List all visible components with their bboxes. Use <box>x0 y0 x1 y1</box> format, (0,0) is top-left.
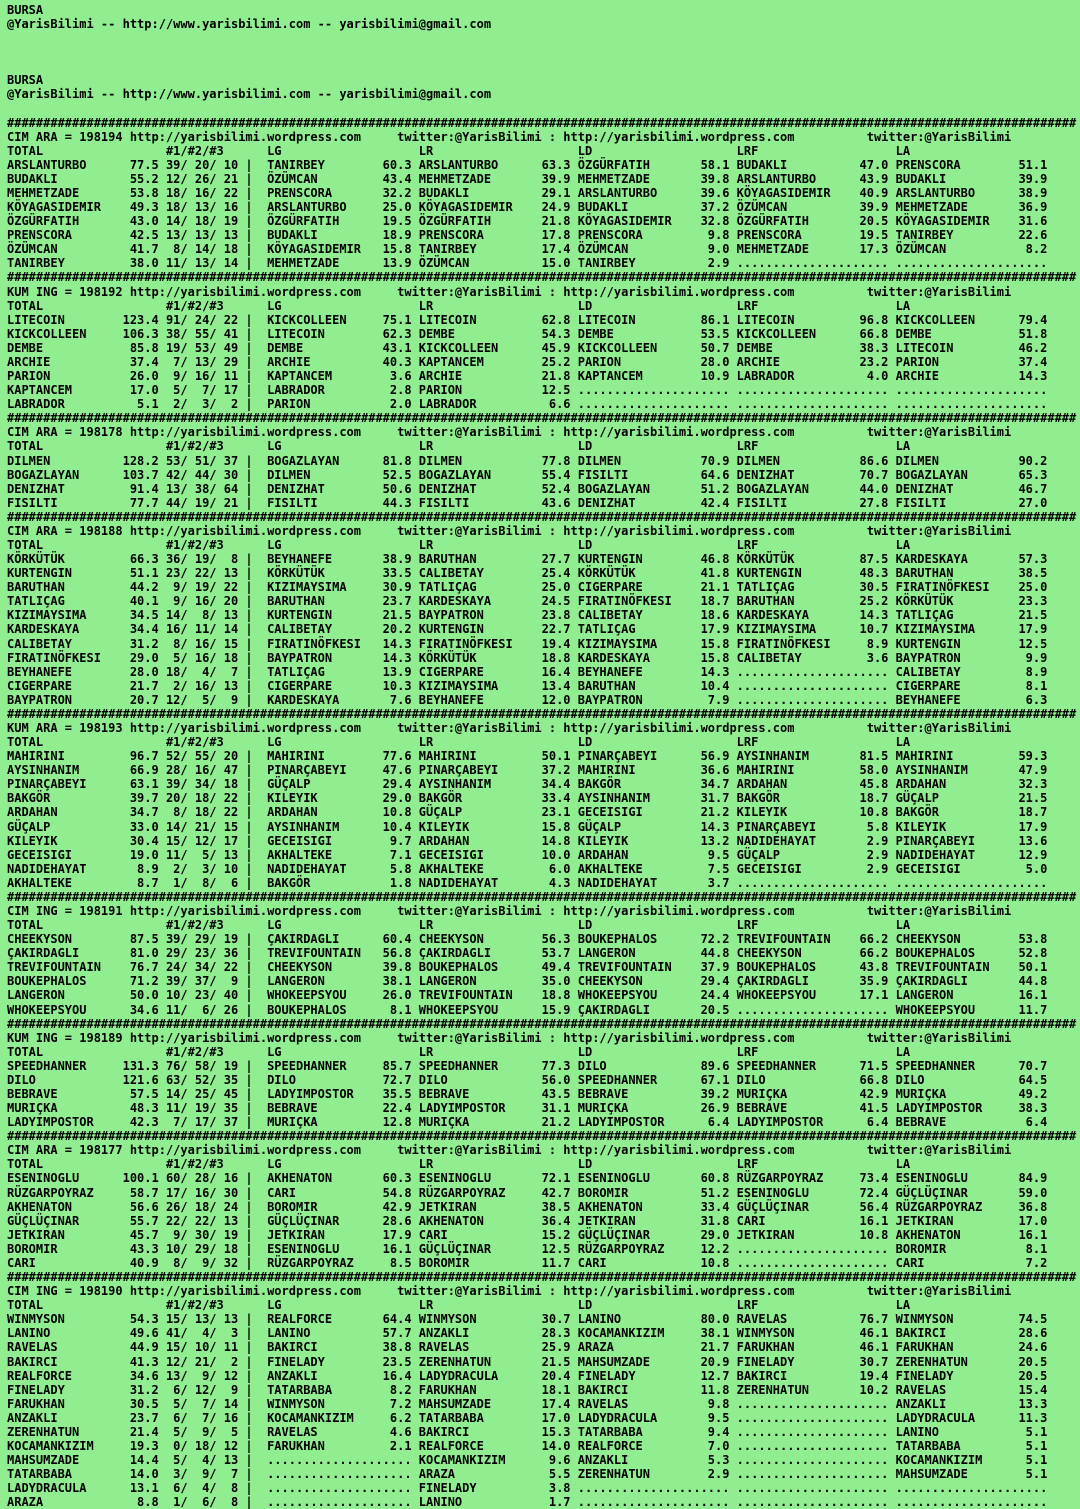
race-row: BOUKEPHALOS 71.2 39/ 37/ 9 | LANGERON 38.1 LANGERON 35.0 CHEEKYSON 29.4 ÇAKIRDAGLI 35.9 ÇAKIRDAGLI 44.8 <box>7 974 1048 989</box>
race-section-198190 <box>7 1270 1080 1509</box>
race-row: BARUTHAN 44.2 9/ 19/ 22 | KIZIMAYSIMA 30.9 TATLIÇAG 25.0 CIGERPARE 21.1 TATLIÇAG 30.5 FIRATINÖFKESI 25.0 <box>7 580 1048 595</box>
race-row: LADYDRACULA 13.1 6/ 4/ 8 | .................... FINELADY 3.8 ..................... ..................... ..................... <box>7 1481 1048 1496</box>
column-headers: TOTAL #1/#2/#3 LG LR LD LRF LA <box>7 1298 911 1313</box>
race-row: DEMBE 85.8 19/ 53/ 49 | DEMBE 43.1 KICKCOLLEEN 45.9 KICKCOLLEEN 50.7 DEMBE 38.3 LITECOIN 46.2 <box>7 340 1048 355</box>
race-row: BOGAZLAYAN 103.7 42/ 44/ 30 | DILMEN 52.5 BOGAZLAYAN 55.4 FISILTI 64.6 DENIZHAT 70.7 BOGAZLAYAN 65.3 <box>7 467 1048 482</box>
contact-line: @YarisBilimi -- http://www.yarisbilimi.com -- yarisbilimi@gmail.com <box>7 17 492 32</box>
race-row: BAKGÖR 39.7 20/ 18/ 22 | KILEYIK 29.0 BAKGÖR 33.4 AYSINHANIM 31.7 BAKGÖR 18.7 GÜÇALP 21.5 <box>7 791 1048 806</box>
race-section-198193 <box>7 707 1080 890</box>
race-row: MAHIRINI 96.7 52/ 55/ 20 | MAHIRINI 77.6 MAHIRINI 50.1 PINARÇABEYI 56.9 AYSINHANIM 81.5 MAHIRINI 59.3 <box>7 749 1048 764</box>
race-row: LANGERON 50.0 10/ 23/ 40 | WHOKEEPSYOU 26.0 TREVIFOUNTAIN 18.8 WHOKEEPSYOU 24.4 WHOKEEPSYOU 17.1 LANGERON 16.1 <box>7 988 1048 1003</box>
section-separator: #################################################################################################################################################### <box>7 1129 1077 1144</box>
race-row: LANINO 49.6 41/ 4/ 3 | LANINO 57.7 ANZAKLI 28.3 KOCAMANKIZIM 38.1 WINMYSON 46.1 BAKIRCI 28.6 <box>7 1326 1048 1341</box>
race-row: BEBRAVE 57.5 14/ 25/ 45 | LADYIMPOSTOR 35.5 BEBRAVE 43.5 BEBRAVE 39.2 MURIÇKA 42.9 MURIÇKA 49.2 <box>7 1087 1048 1102</box>
contact-line: @YarisBilimi -- http://www.yarisbilimi.com -- yarisbilimi@gmail.com <box>7 87 492 102</box>
section-header: KUM ING = 198189 http://yarisbilimi.wordpress.com twitter:@YarisBilimi : http://yarisbilimi.wordpress.com twitter:@YarisBilimi <box>7 1030 1012 1045</box>
race-row: WHOKEEPSYOU 34.6 11/ 6/ 26 | BOUKEPHALOS 8.1 WHOKEEPSYOU 15.9 ÇAKIRDAGLI 20.5 ..................... WHOKEEPSYOU 11.7 <box>7 1002 1048 1017</box>
race-row: BEYHANEFE 28.0 18/ 4/ 7 | TATLIÇAG 13.9 CIGERPARE 16.4 BEYHANEFE 14.3 ..................... CALIBETAY 8.9 <box>7 664 1048 679</box>
column-headers: TOTAL #1/#2/#3 LG LR LD LRF LA <box>7 1157 911 1172</box>
race-row: GECEISIGI 19.0 11/ 5/ 13 | AKHALTEKE 7.1 GECEISIGI 10.0 ARDAHAN 9.5 GÜÇALP 2.9 NADIDEHAYAT 12.9 <box>7 847 1048 862</box>
race-row: TANIRBEY 38.0 11/ 13/ 14 | MEHMETZADE 13.9 ÖZÜMCAN 15.0 TANIRBEY 2.9 ..................... ..................... <box>7 256 1048 271</box>
race-row: DILO 121.6 63/ 52/ 35 | DILO 72.7 DILO 56.0 SPEEDHANNER 67.1 DILO 66.8 DILO 64.5 <box>7 1072 1048 1087</box>
column-headers: TOTAL #1/#2/#3 LG LR LD LRF LA <box>7 143 911 158</box>
column-headers: TOTAL #1/#2/#3 LG LR LD LRF LA <box>7 1044 911 1059</box>
race-row: AKHENATON 56.6 26/ 18/ 24 | BOROMIR 42.9 JETKIRAN 38.5 AKHENATON 33.4 GÜÇLÜÇINAR 56.4 RÜZGARPOYRAZ 36.8 <box>7 1199 1048 1214</box>
race-section-198192 <box>7 270 1080 411</box>
race-row: ESENINOGLU 100.1 60/ 28/ 16 | AKHENATON 60.3 ESENINOGLU 72.1 ESENINOGLU 60.8 RÜZGARPOYRAZ 73.4 ESENINOGLU 84.9 <box>7 1171 1048 1186</box>
section-separator: #################################################################################################################################################### <box>7 270 1077 285</box>
race-row: RÜZGARPOYRAZ 58.7 17/ 16/ 30 | CARI 54.8 RÜZGARPOYRAZ 42.7 BOROMIR 51.2 ESENINOGLU 72.4 GÜÇLÜÇINAR 59.0 <box>7 1185 1048 1200</box>
race-section-198188 <box>7 510 1080 707</box>
race-row: LABRADOR 5.1 2/ 3/ 2 | PARION 2.0 LABRADOR 6.6 ..................... ..................... ..................... <box>7 397 1048 412</box>
column-headers: TOTAL #1/#2/#3 LG LR LD LRF LA <box>7 298 911 313</box>
section-separator: #################################################################################################################################################### <box>7 115 1077 130</box>
race-row: FIRATINÖFKESI 29.0 5/ 16/ 18 | BAYPATRON 14.3 KÖRKÜTÜK 18.8 KARDESKAYA 15.8 CALIBETAY 3.6 BAYPATRON 9.9 <box>7 650 1048 665</box>
race-row: KARDESKAYA 34.4 16/ 11/ 14 | CALIBETAY 20.2 KURTENGIN 22.7 TATLIÇAG 17.9 KIZIMAYSIMA 10.7 KIZIMAYSIMA 17.9 <box>7 622 1048 637</box>
section-header: CIM ARA = 198178 http://yarisbilimi.wordpress.com twitter:@YarisBilimi : http://yarisbilimi.wordpress.com twitter:@YarisBilimi <box>7 425 1012 440</box>
race-row: FINELADY 31.2 6/ 12/ 9 | TATARBABA 8.2 FARUKHAN 18.1 BAKIRCI 11.8 ZERENHATUN 10.2 RAVELAS 15.4 <box>7 1382 1048 1397</box>
race-row: KIZIMAYSIMA 34.5 14/ 8/ 13 | KURTENGIN 21.5 BAYPATRON 23.8 CALIBETAY 18.6 KARDESKAYA 14.3 TATLIÇAG 21.5 <box>7 608 1048 623</box>
race-row: ÖZGÜRFATIH 43.0 14/ 18/ 19 | ÖZGÜRFATIH 19.5 ÖZGÜRFATIH 21.8 KÖYAGASIDEMIR 32.8 ÖZGÜRFATIH 20.5 KÖYAGASIDEMIR 31.6 <box>7 214 1048 229</box>
race-row: NADIDEHAYAT 8.9 2/ 3/ 10 | NADIDEHAYAT 5.8 AKHALTEKE 6.0 AKHALTEKE 7.5 GECEISIGI 2.9 GECEISIGI 5.0 <box>7 861 1048 876</box>
race-row: AYSINHANIM 66.9 28/ 16/ 47 | PINARÇABEYI 47.6 PINARÇABEYI 37.2 MAHIRINI 36.6 MAHIRINI 58.0 AYSINHANIM 47.9 <box>7 763 1048 778</box>
masthead <box>7 3 1080 116</box>
race-row: REALFORCE 34.6 13/ 9/ 12 | ANZAKLI 16.4 LADYDRACULA 20.4 FINELADY 12.7 BAKIRCI 19.4 FINELADY 20.5 <box>7 1368 1048 1383</box>
race-row: JETKIRAN 45.7 9/ 30/ 19 | JETKIRAN 17.9 CARI 15.2 GÜÇLÜÇINAR 29.0 JETKIRAN 10.8 AKHENATON 16.1 <box>7 1227 1048 1242</box>
race-row: KÖRKÜTÜK 66.3 36/ 19/ 8 | BEYHANEFE 38.9 BARUTHAN 27.7 KURTENGIN 46.8 KÖRKÜTÜK 87.5 KARDESKAYA 57.3 <box>7 552 1048 567</box>
race-row: KÖYAGASIDEMIR 49.3 18/ 13/ 16 | ARSLANTURBO 25.0 KÖYAGASIDEMIR 24.9 BUDAKLI 37.2 ÖZÜMCAN 39.9 MEHMETZADE 36.9 <box>7 200 1048 215</box>
section-header: CIM ARA = 198194 http://yarisbilimi.wordpress.com twitter:@YarisBilimi : http://yarisbilimi.wordpress.com twitter:@YarisBilimi <box>7 129 1012 144</box>
race-row: CALIBETAY 31.2 8/ 16/ 15 | FIRATINÖFKESI 14.3 FIRATINÖFKESI 19.4 KIZIMAYSIMA 15.8 FIRATINÖFKESI 8.9 KURTENGIN 12.5 <box>7 636 1048 651</box>
section-separator: #################################################################################################################################################### <box>7 1270 1077 1285</box>
race-row: BAKIRCI 41.3 12/ 21/ 2 | FINELADY 23.5 ZERENHATUN 21.5 MAHSUMZADE 20.9 FINELADY 30.7 ZERENHATUN 20.5 <box>7 1354 1048 1369</box>
race-section-198194 <box>7 116 1080 271</box>
race-row: GÜÇALP 33.0 14/ 21/ 15 | AYSINHANIM 10.4 KILEYIK 15.8 GÜÇALP 14.3 PINARÇABEYI 5.8 KILEYIK 17.9 <box>7 819 1048 834</box>
section-separator: #################################################################################################################################################### <box>7 1016 1077 1031</box>
race-row: FARUKHAN 30.5 5/ 7/ 14 | WINMYSON 7.2 MAHSUMZADE 17.4 RAVELAS 9.8 ..................... ANZAKLI 13.3 <box>7 1396 1048 1411</box>
race-row: ÇAKIRDAGLI 81.0 29/ 23/ 36 | TREVIFOUNTAIN 56.8 ÇAKIRDAGLI 53.7 LANGERON 44.8 CHEEKYSON 66.2 BOUKEPHALOS 52.8 <box>7 946 1048 961</box>
race-row: MAHSUMZADE 14.4 5/ 4/ 13 | .................... KOCAMANKIZIM 9.6 ANZAKLI 5.3 ..................... KOCAMANKIZIM 5.1 <box>7 1453 1048 1468</box>
race-row: ARSLANTURBO 77.5 39/ 20/ 10 | TANIRBEY 60.3 ARSLANTURBO 63.3 ÖZGÜRFATIH 58.1 BUDAKLI 47.0 PRENSCORA 51.1 <box>7 157 1048 172</box>
race-row: ARAZA 8.8 1/ 6/ 8 | .................... LANINO 1.7 ..................... ..................... ..................... <box>7 1495 1048 1509</box>
race-row: CHEEKYSON 87.5 39/ 29/ 19 | ÇAKIRDAGLI 60.4 CHEEKYSON 56.3 BOUKEPHALOS 72.2 TREVIFOUNTAIN 66.2 CHEEKYSON 53.8 <box>7 932 1048 947</box>
race-section-198191 <box>7 890 1080 1017</box>
race-row: ZERENHATUN 21.4 5/ 9/ 5 | RAVELAS 4.6 BAKIRCI 15.3 TATARBABA 9.4 ..................... LANINO 5.1 <box>7 1424 1048 1439</box>
race-row: BUDAKLI 55.2 12/ 26/ 21 | ÖZÜMCAN 43.4 MEHMETZADE 39.9 MEHMETZADE 39.8 ARSLANTURBO 43.9 BUDAKLI 39.9 <box>7 171 1048 186</box>
section-separator: #################################################################################################################################################### <box>7 889 1077 904</box>
section-separator: #################################################################################################################################################### <box>7 509 1077 524</box>
race-row: GÜÇLÜÇINAR 55.7 22/ 22/ 13 | GÜÇLÜÇINAR 28.6 AKHENATON 36.4 JETKIRAN 31.8 CARI 16.1 JETKIRAN 17.0 <box>7 1213 1048 1228</box>
race-row: CARI 40.9 8/ 9/ 32 | RÜZGARPOYRAZ 8.5 BOROMIR 11.7 CARI 10.8 ..................... CARI 7.2 <box>7 1255 1048 1270</box>
section-separator: #################################################################################################################################################### <box>7 706 1077 721</box>
race-row: TATLIÇAG 40.1 9/ 16/ 20 | BARUTHAN 23.7 KARDESKAYA 24.5 FIRATINÖFKESI 18.7 BARUTHAN 25.2 KÖRKÜTÜK 23.3 <box>7 594 1048 609</box>
section-header: CIM ARA = 198188 http://yarisbilimi.wordpress.com twitter:@YarisBilimi : http://yarisbilimi.wordpress.com twitter:@YarisBilimi <box>7 523 1012 538</box>
race-row: KAPTANCEM 17.0 5/ 7/ 17 | LABRADOR 2.8 PARION 12.5 ..................... ..................... ..................... <box>7 383 1048 398</box>
track-title: BURSA <box>7 73 44 88</box>
race-row: PINARÇABEYI 63.1 39/ 34/ 18 | GÜÇALP 29.4 AYSINHANIM 34.4 BAKGÖR 34.7 ARDAHAN 45.8 ARDAHAN 32.3 <box>7 777 1048 792</box>
race-row: KURTENGIN 51.1 23/ 22/ 13 | KÖRKÜTÜK 33.5 CALIBETAY 25.4 KÖRKÜTÜK 41.8 KURTENGIN 48.3 BARUTHAN 38.5 <box>7 566 1048 581</box>
race-row: ÖZÜMCAN 41.7 8/ 14/ 18 | KÖYAGASIDEMIR 15.8 TANIRBEY 17.4 ÖZÜMCAN 9.0 MEHMETZADE 17.3 ÖZÜMCAN 8.2 <box>7 242 1048 257</box>
race-row: ANZAKLI 23.7 6/ 7/ 16 | KOCAMANKIZIM 6.2 TATARBABA 17.0 LADYDRACULA 9.5 ..................... LADYDRACULA 11.3 <box>7 1410 1048 1425</box>
race-row: BOROMIR 43.3 10/ 29/ 18 | ESENINOGLU 16.1 GÜÇLÜÇINAR 12.5 RÜZGARPOYRAZ 12.2 ..................... BOROMIR 8.1 <box>7 1241 1048 1256</box>
race-row: LITECOIN 123.4 91/ 24/ 22 | KICKCOLLEEN 75.1 LITECOIN 62.8 LITECOIN 86.1 LITECOIN 96.8 KICKCOLLEEN 79.4 <box>7 312 1048 327</box>
race-section-198189 <box>7 1017 1080 1130</box>
race-row: ARCHIE 37.4 7/ 13/ 29 | ARCHIE 40.3 KAPTANCEM 25.2 PARION 28.0 ARCHIE 23.2 PARION 37.4 <box>7 354 1048 369</box>
section-header: KUM ARA = 198193 http://yarisbilimi.wordpress.com twitter:@YarisBilimi : http://yarisbilimi.wordpress.com twitter:@YarisBilimi <box>7 720 1012 735</box>
race-row: RAVELAS 44.9 15/ 10/ 11 | BAKIRCI 38.8 RAVELAS 25.9 ARAZA 21.7 FARUKHAN 46.1 FARUKHAN 24.6 <box>7 1340 1048 1355</box>
section-header: CIM ARA = 198177 http://yarisbilimi.wordpress.com twitter:@YarisBilimi : http://yarisbilimi.wordpress.com twitter:@YarisBilimi <box>7 1143 1012 1158</box>
race-row: PARION 26.0 9/ 16/ 11 | KAPTANCEM 3.6 ARCHIE 21.8 KAPTANCEM 10.9 LABRADOR 4.0 ARCHIE 14.3 <box>7 369 1048 384</box>
race-row: KICKCOLLEEN 106.3 38/ 55/ 41 | LITECOIN 62.3 DEMBE 54.3 DEMBE 53.5 KICKCOLLEEN 66.8 DEMBE 51.8 <box>7 326 1048 341</box>
race-row: BAYPATRON 20.7 12/ 5/ 9 | KARDESKAYA 7.6 BEYHANEFE 12.0 BAYPATRON 7.9 ..................... BEYHANEFE 6.3 <box>7 692 1048 707</box>
race-row: CIGERPARE 21.7 2/ 16/ 13 | CIGERPARE 10.3 KIZIMAYSIMA 13.4 BARUTHAN 10.4 ..................... CIGERPARE 8.1 <box>7 678 1048 693</box>
track-title: BURSA <box>7 3 44 17</box>
column-headers: TOTAL #1/#2/#3 LG LR LD LRF LA <box>7 537 911 552</box>
race-row: TREVIFOUNTAIN 76.7 24/ 34/ 22 | CHEEKYSON 39.8 BOUKEPHALOS 49.4 TREVIFOUNTAIN 37.9 BOUKEPHALOS 43.8 TREVIFOUNTAIN 50.1 <box>7 960 1048 975</box>
race-row: ARDAHAN 34.7 8/ 18/ 22 | ARDAHAN 10.8 GÜÇALP 23.1 GECEISIGI 21.2 KILEYIK 10.8 BAKGÖR 18.7 <box>7 805 1048 820</box>
section-separator: #################################################################################################################################################### <box>7 411 1077 426</box>
race-row: FISILTI 77.7 44/ 19/ 21 | FISILTI 44.3 FISILTI 43.6 DENIZHAT 42.4 FISILTI 27.8 FISILTI 27.0 <box>7 495 1048 510</box>
race-row: DILMEN 128.2 53/ 51/ 37 | BOGAZLAYAN 81.8 DILMEN 77.8 DILMEN 70.9 DILMEN 86.6 DILMEN 90.2 <box>7 453 1048 468</box>
race-row: KOCAMANKIZIM 19.3 0/ 18/ 12 | FARUKHAN 2.1 REALFORCE 14.0 REALFORCE 7.0 ..................... TATARBABA 5.1 <box>7 1438 1048 1453</box>
section-header: CIM ING = 198190 http://yarisbilimi.wordpress.com twitter:@YarisBilimi : http://yarisbilimi.wordpress.com twitter:@YarisBilimi <box>7 1284 1012 1299</box>
race-section-198177 <box>7 1129 1080 1270</box>
column-headers: TOTAL #1/#2/#3 LG LR LD LRF LA <box>7 918 911 933</box>
column-headers: TOTAL #1/#2/#3 LG LR LD LRF LA <box>7 439 911 454</box>
race-row: PRENSCORA 42.5 13/ 13/ 13 | BUDAKLI 18.9 PRENSCORA 17.8 PRENSCORA 9.8 PRENSCORA 19.5 TANIRBEY 22.6 <box>7 228 1048 243</box>
race-row: MURIÇKA 48.3 11/ 19/ 35 | BEBRAVE 22.4 LADYIMPOSTOR 31.1 MURIÇKA 26.9 BEBRAVE 41.5 LADYIMPOSTOR 38.3 <box>7 1101 1048 1116</box>
race-row: SPEEDHANNER 131.3 76/ 58/ 19 | SPEEDHANNER 85.7 SPEEDHANNER 77.3 DILO 89.6 SPEEDHANNER 71.5 SPEEDHANNER 70.7 <box>7 1058 1048 1073</box>
race-section-198178 <box>7 411 1080 510</box>
race-row: MEHMETZADE 53.8 18/ 16/ 22 | PRENSCORA 32.2 BUDAKLI 29.1 ARSLANTURBO 39.6 KÖYAGASIDEMIR 40.9 ARSLANTURBO 38.9 <box>7 186 1048 201</box>
race-row: AKHALTEKE 8.7 1/ 8/ 6 | BAKGÖR 1.8 NADIDEHAYAT 4.3 NADIDEHAYAT 3.7 ..................... ..................... <box>7 875 1048 890</box>
race-row: LADYIMPOSTOR 42.3 7/ 17/ 37 | MURIÇKA 12.8 MURIÇKA 21.2 LADYIMPOSTOR 6.4 LADYIMPOSTOR 6.4 BEBRAVE 6.4 <box>7 1115 1048 1130</box>
race-row: KILEYIK 30.4 15/ 12/ 17 | GECEISIGI 9.7 ARDAHAN 14.8 KILEYIK 13.2 NADIDEHAYAT 2.9 PINARÇABEYI 13.6 <box>7 833 1048 848</box>
race-row: TATARBABA 14.0 3/ 9/ 7 | .................... ARAZA 5.5 ZERENHATUN 2.9 ..................... MAHSUMZADE 5.1 <box>7 1467 1048 1482</box>
section-header: CIM ING = 198191 http://yarisbilimi.wordpress.com twitter:@YarisBilimi : http://yarisbilimi.wordpress.com twitter:@YarisBilimi <box>7 904 1012 918</box>
column-headers: TOTAL #1/#2/#3 LG LR LD LRF LA <box>7 735 911 750</box>
race-row: DENIZHAT 91.4 13/ 38/ 64 | DENIZHAT 50.6 DENIZHAT 52.4 BOGAZLAYAN 51.2 BOGAZLAYAN 44.0 DENIZHAT 46.7 <box>7 481 1048 496</box>
section-header: KUM ING = 198192 http://yarisbilimi.wordpress.com twitter:@YarisBilimi : http://yarisbilimi.wordpress.com twitter:@YarisBilimi <box>7 284 1012 299</box>
race-row: WINMYSON 54.3 15/ 13/ 13 | REALFORCE 64.4 WINMYSON 30.7 LANINO 80.0 RAVELAS 76.7 WINMYSON 74.5 <box>7 1312 1048 1327</box>
